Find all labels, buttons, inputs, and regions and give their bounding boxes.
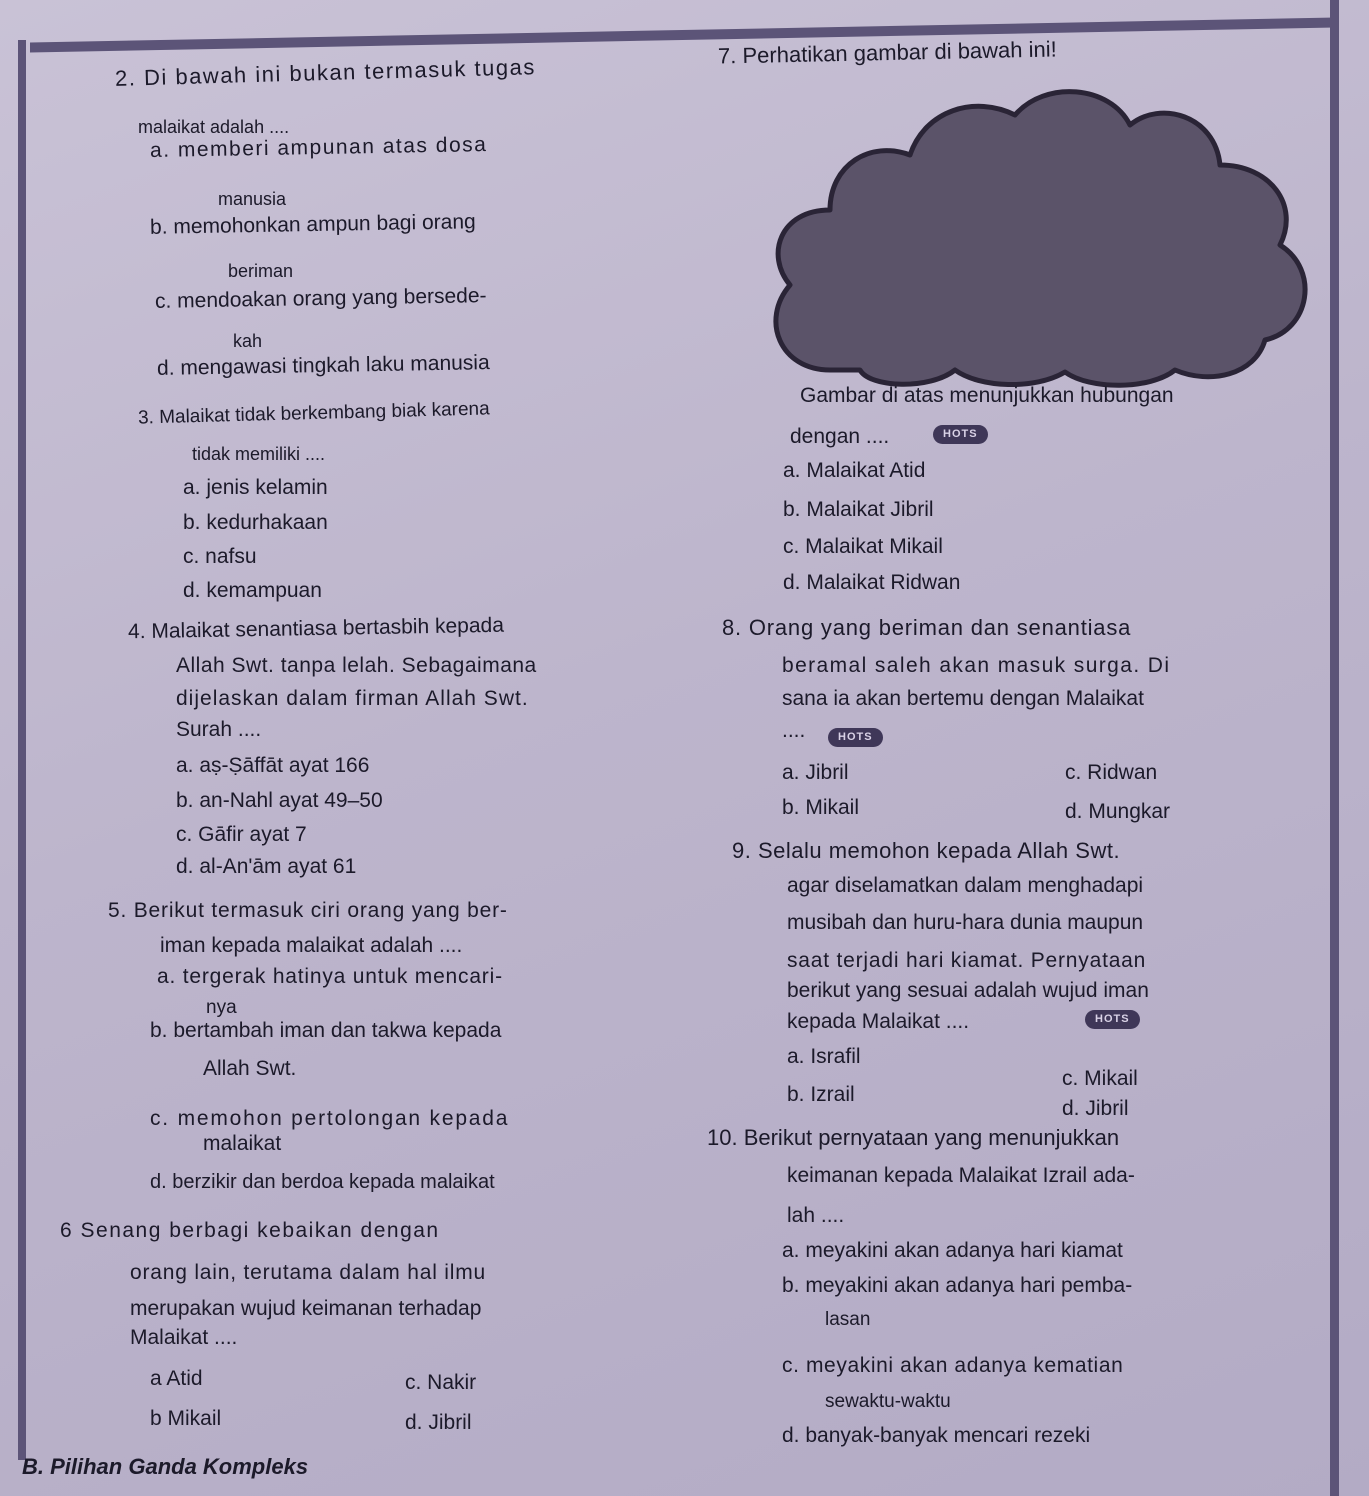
q4-option-b[interactable]: b. an-Nahl ayat 49–50 bbox=[176, 789, 383, 812]
q5-option-b-line2: Allah Swt. bbox=[203, 1057, 297, 1080]
q7-option-b[interactable]: b. Malaikat Jibril bbox=[783, 498, 934, 521]
q5-option-b-line1[interactable]: b. bertambah iman dan takwa kepada bbox=[150, 1019, 502, 1042]
q8-stem-line3: sana ia akan bertemu dengan Malaikat bbox=[782, 687, 1144, 710]
q2-option-c-line1[interactable]: c. mendoakan orang yang bersede- bbox=[154, 284, 487, 313]
q5-option-c-line1[interactable]: c. memohon pertolongan kepada bbox=[150, 1107, 510, 1130]
q2-stem-line2: malaikat adalah .... bbox=[138, 117, 290, 137]
q4-option-d[interactable]: d. al-An'ām ayat 61 bbox=[176, 855, 357, 878]
q10-stem-line3: lah .... bbox=[787, 1204, 845, 1227]
q10-option-b-line1[interactable]: b. meyakini akan adanya hari pemba- bbox=[782, 1274, 1133, 1297]
q3-option-c[interactable]: c. nafsu bbox=[183, 545, 257, 568]
q10-option-a[interactable]: a. meyakini akan adanya hari kiamat bbox=[782, 1239, 1123, 1262]
q2-option-c-line2: kah bbox=[233, 331, 263, 351]
q9-option-d[interactable]: d. Jibril bbox=[1062, 1097, 1129, 1120]
q9-stem-line2: agar diselamatkan dalam menghadapi bbox=[787, 874, 1144, 897]
q5-stem-line2: iman kepada malaikat adalah .... bbox=[160, 934, 463, 957]
q2-option-a-line1[interactable]: a. memberi ampunan atas dosa bbox=[149, 133, 488, 162]
q2-option-a-line2: manusia bbox=[218, 189, 287, 209]
q8-hots-badge: HOTS bbox=[828, 728, 883, 747]
q3-stem-line2: tidak memiliki .... bbox=[192, 444, 326, 464]
cloud-icon bbox=[760, 70, 1320, 400]
q8-option-b[interactable]: b. Mikail bbox=[782, 796, 860, 819]
q4-stem-line4: Surah .... bbox=[176, 718, 262, 741]
q7-stem: 7. Perhatikan gambar di bawah ini! bbox=[717, 36, 1057, 69]
q4-stem-line3: dijelaskan dalam firman Allah Swt. bbox=[176, 687, 529, 710]
q10-option-d[interactable]: d. banyak-banyak mencari rezeki bbox=[782, 1424, 1091, 1447]
q9-stem-line3: musibah dan huru-hara dunia maupun bbox=[787, 911, 1144, 934]
q6-option-d[interactable]: d. Jibril bbox=[405, 1411, 472, 1434]
right-border-line bbox=[1330, 0, 1339, 1496]
q8-option-c[interactable]: c. Ridwan bbox=[1065, 761, 1158, 784]
q10-option-b-line2: lasan bbox=[825, 1309, 871, 1330]
q5-option-a-line2: nya bbox=[206, 997, 237, 1018]
q2-stem-line1: 2. Di bawah ini bukan termasuk tugas bbox=[114, 54, 537, 91]
q6-stem-line4: Malaikat .... bbox=[130, 1326, 238, 1349]
q8-option-a[interactable]: a. Jibril bbox=[782, 761, 849, 784]
q6-option-c[interactable]: c. Nakir bbox=[405, 1371, 477, 1394]
q4-option-c[interactable]: c. Gāfir ayat 7 bbox=[176, 823, 307, 846]
q5-option-d[interactable]: d. berzikir dan berdoa kepada malaikat bbox=[150, 1171, 495, 1193]
q9-option-a[interactable]: a. Israfil bbox=[787, 1045, 861, 1068]
q4-stem-line1: 4. Malaikat senantiasa bertasbih kepada bbox=[127, 613, 505, 644]
q3-option-b[interactable]: b. kedurhakaan bbox=[183, 511, 328, 534]
q8-option-d[interactable]: d. Mungkar bbox=[1065, 800, 1171, 823]
q2-option-d[interactable]: d. mengawasi tingkah laku manusia bbox=[156, 351, 490, 380]
q9-stem-line1: 9. Selalu memohon kepada Allah Swt. bbox=[732, 838, 1121, 863]
q3-stem-line1: 3. Malaikat tidak berkembang biak karena bbox=[137, 398, 490, 429]
q6-stem-line1: 6 Senang berbagi kebaikan dengan bbox=[60, 1219, 440, 1242]
q7-option-c[interactable]: c. Malaikat Mikail bbox=[783, 535, 943, 558]
q7-option-a[interactable]: a. Malaikat Atid bbox=[783, 459, 926, 482]
q10-stem-line2: keimanan kepada Malaikat Izrail ada- bbox=[787, 1164, 1135, 1187]
q9-hots-badge: HOTS bbox=[1085, 1010, 1140, 1029]
q5-stem-line1: 5. Berikut termasuk ciri orang yang ber- bbox=[108, 899, 508, 922]
q6-option-a[interactable]: a Atid bbox=[150, 1367, 203, 1390]
q10-option-c-line1[interactable]: c. meyakini akan adanya kematian bbox=[782, 1354, 1124, 1377]
q9-stem-line5: berikut yang sesuai adalah wujud iman bbox=[787, 979, 1149, 1002]
q7-hots-badge: HOTS bbox=[933, 425, 988, 444]
q5-option-c-line2: malaikat bbox=[203, 1132, 282, 1155]
q9-stem-line6: kepada Malaikat .... bbox=[787, 1010, 970, 1033]
q4-option-a[interactable]: a. aṣ-Ṣāffāt ayat 166 bbox=[176, 754, 370, 777]
q6-stem-line3: merupakan wujud keimanan terhadap bbox=[130, 1297, 482, 1320]
left-border-line bbox=[18, 40, 26, 1460]
q9-option-b[interactable]: b. Izrail bbox=[787, 1083, 855, 1106]
q10-option-c-line2: sewaktu-waktu bbox=[825, 1391, 951, 1412]
q7-after-line2: dengan .... bbox=[790, 425, 890, 448]
q9-stem-line4: saat terjadi hari kiamat. Pernyataan bbox=[787, 949, 1147, 972]
q3-option-d[interactable]: d. kemampuan bbox=[183, 579, 322, 602]
q6-stem-line2: orang lain, terutama dalam hal ilmu bbox=[130, 1261, 487, 1284]
top-border-line bbox=[30, 17, 1335, 52]
q8-stem-line1: 8. Orang yang beriman dan senantiasa bbox=[722, 615, 1132, 640]
q10-stem-line1: 10. Berikut pernyataan yang menunjukkan bbox=[707, 1125, 1120, 1150]
q7-after-line1: Gambar di atas menunjukkan hubungan bbox=[800, 384, 1174, 407]
q6-option-b[interactable]: b Mikail bbox=[150, 1407, 222, 1430]
q3-option-a[interactable]: a. jenis kelamin bbox=[183, 476, 328, 499]
q2-option-b-line1[interactable]: b. memohonkan ampun bagi orang bbox=[149, 210, 476, 239]
q7-option-d[interactable]: d. Malaikat Ridwan bbox=[783, 571, 961, 594]
q8-stem-line2: beramal saleh akan masuk surga. Di bbox=[782, 654, 1171, 677]
q2-option-b-line2: beriman bbox=[228, 261, 294, 281]
q5-option-a-line1[interactable]: a. tergerak hatinya untuk mencari- bbox=[157, 965, 503, 988]
q4-stem-line2: Allah Swt. tanpa lelah. Sebagaimana bbox=[176, 654, 537, 677]
q8-stem-line4: .... bbox=[782, 719, 806, 742]
section-heading: B. Pilihan Ganda Kompleks bbox=[22, 1454, 309, 1479]
q9-option-c[interactable]: c. Mikail bbox=[1062, 1067, 1138, 1090]
